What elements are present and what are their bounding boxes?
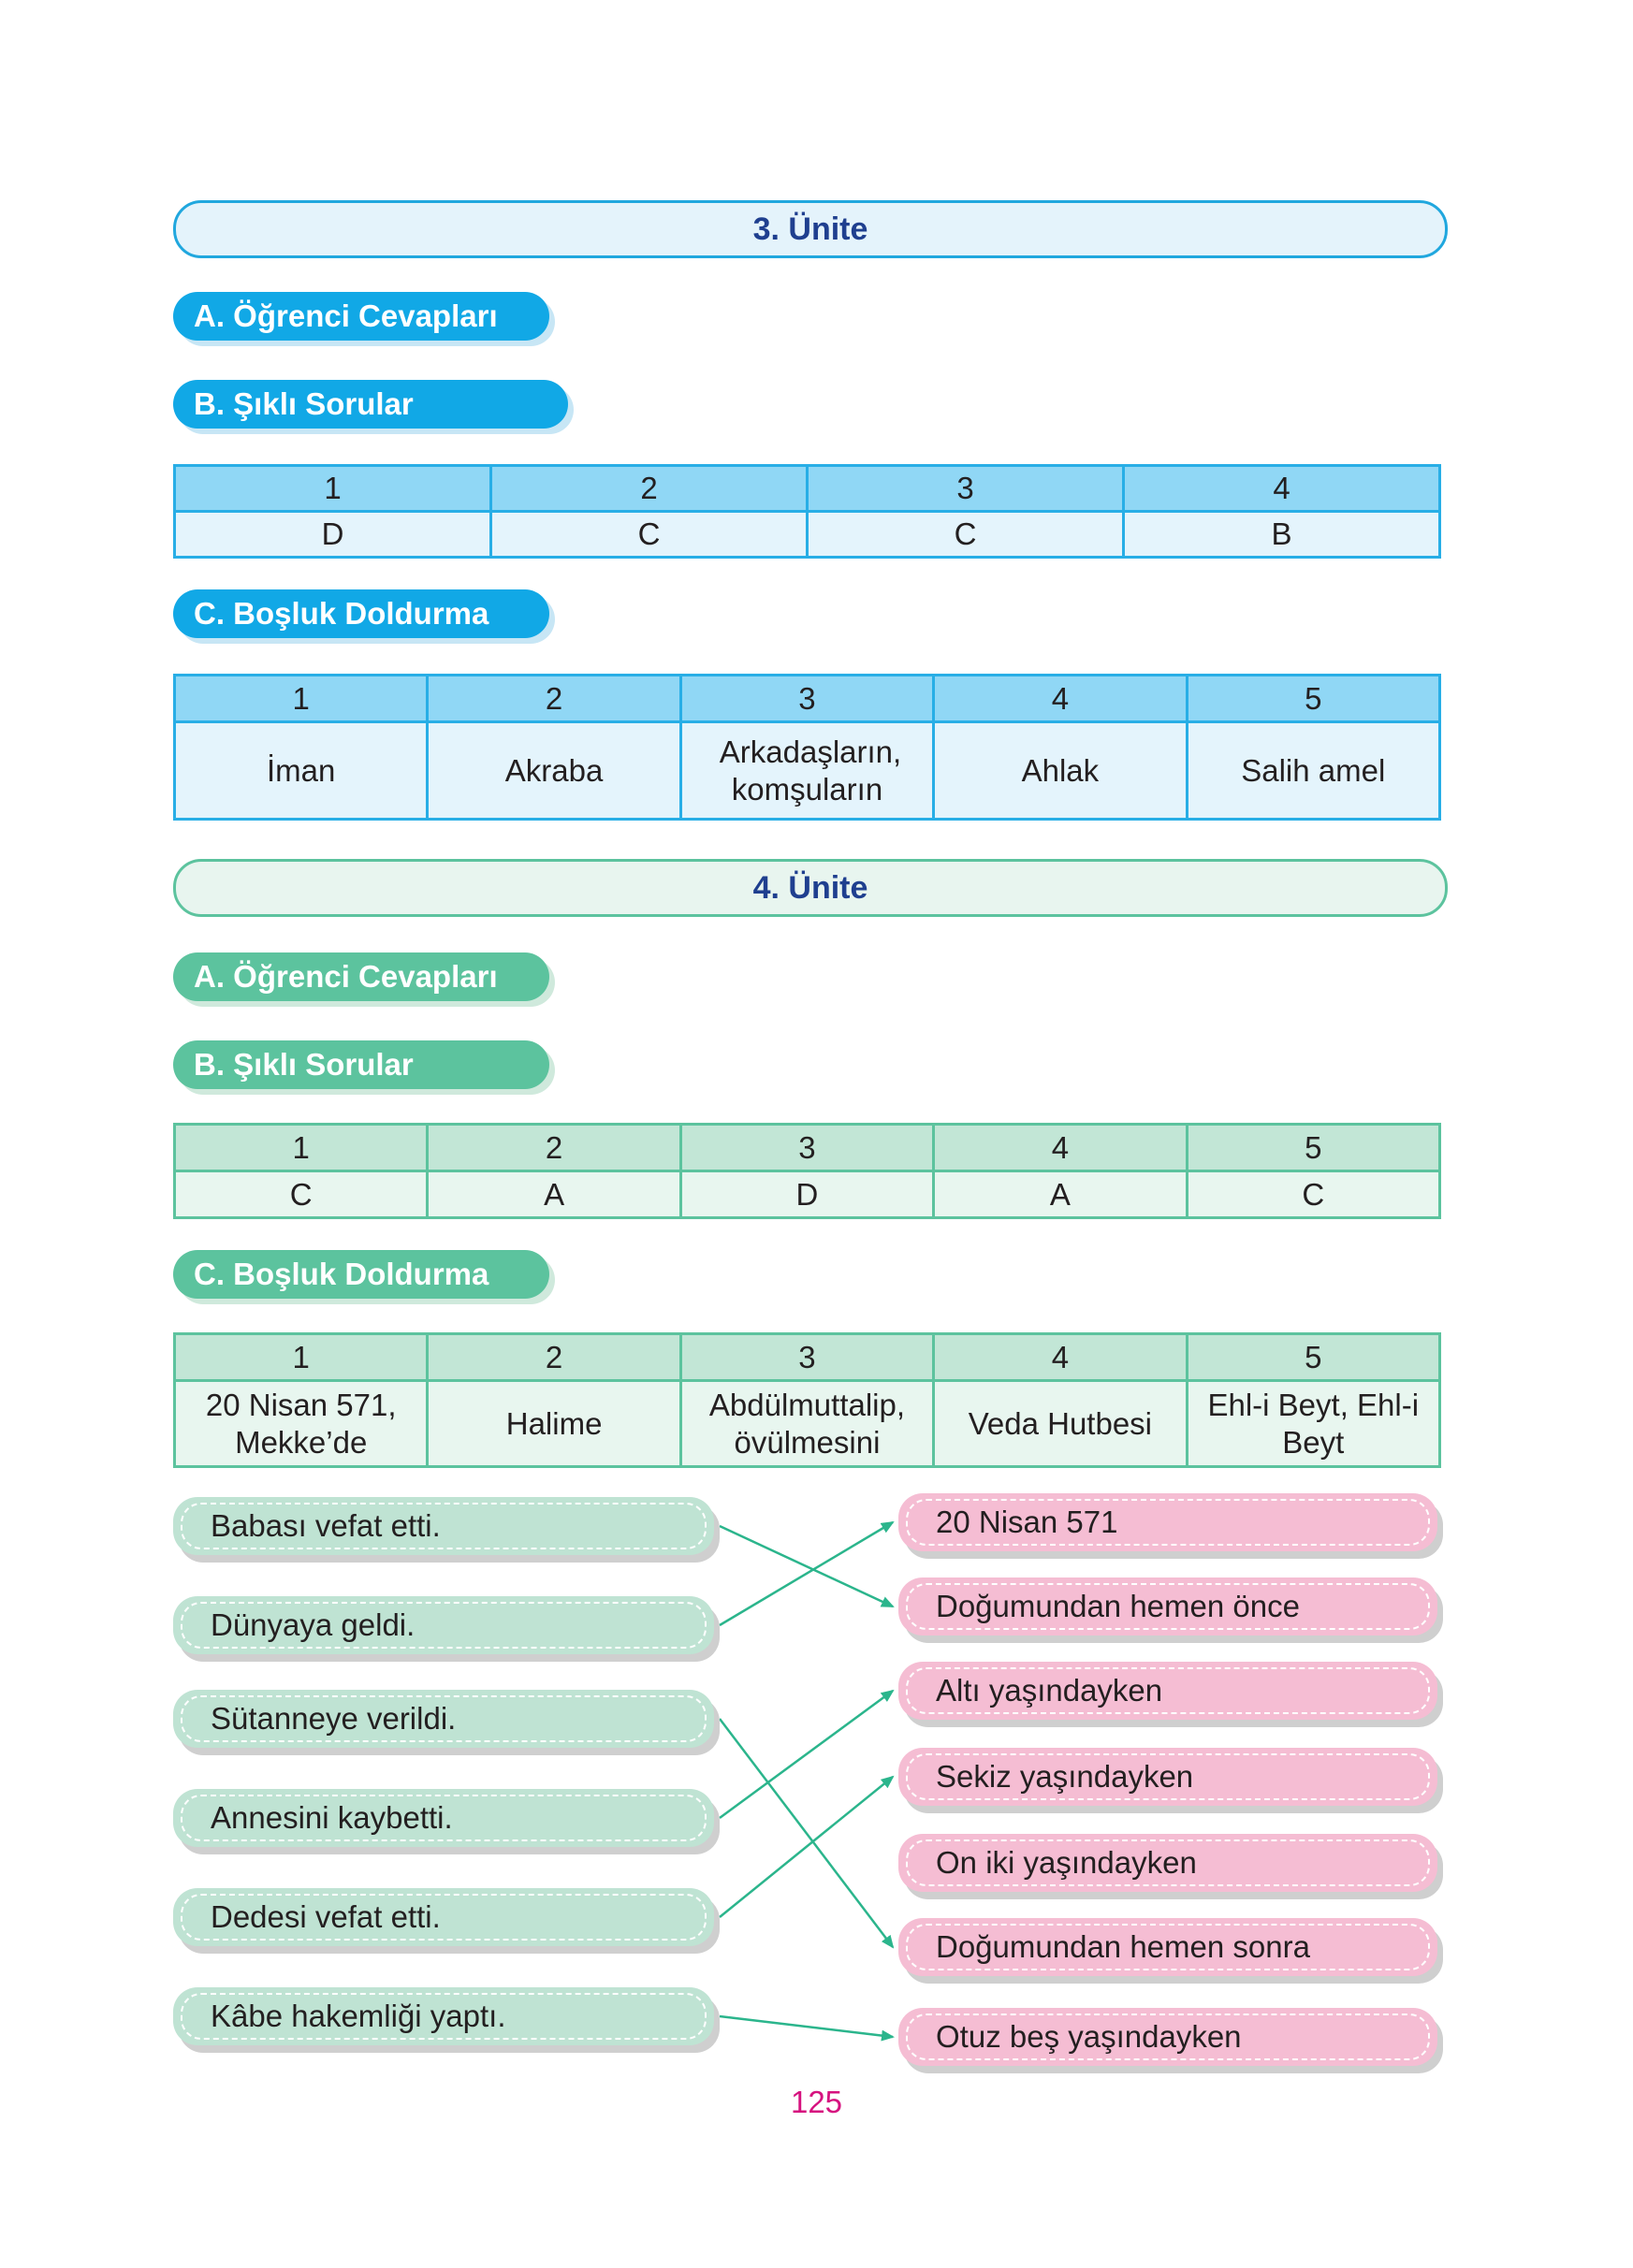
mc-header-cell: 5 xyxy=(1187,1125,1439,1171)
match-right-label: Sekiz yaşındayken xyxy=(936,1759,1194,1794)
match-left-item xyxy=(173,1690,714,1748)
match-left-label: Annesini kaybetti. xyxy=(211,1800,453,1835)
mc-header-cell: 2 xyxy=(491,466,808,512)
match-left-item xyxy=(173,1596,714,1654)
fill-header-cell: 4 xyxy=(934,1334,1187,1381)
fill-header-cell: 5 xyxy=(1187,676,1439,722)
mc-header-cell: 4 xyxy=(1124,466,1440,512)
mc-answer-cell: D xyxy=(680,1171,933,1218)
fill-answer-cell: Arkadaşların, komşuların xyxy=(680,722,933,820)
mc-answer-cell: C xyxy=(175,1171,428,1218)
fill-header-cell: 3 xyxy=(680,1334,933,1381)
match-right-item xyxy=(898,1577,1437,1636)
fill-answer-cell: Halime xyxy=(428,1381,680,1467)
match-right-label: Altı yaşındayken xyxy=(936,1673,1163,1708)
mc-header-cell: 3 xyxy=(680,1125,933,1171)
unit-3-section-a-label: A. Öğrenci Cevapları xyxy=(194,298,498,333)
match-left-item xyxy=(173,1888,714,1946)
fill-answer-cell: Ehl-i Beyt, Ehl-i Beyt xyxy=(1187,1381,1439,1467)
fill-answer-cell: 20 Nisan 571, Mekke’de xyxy=(175,1381,428,1467)
mc-header-cell: 2 xyxy=(428,1125,680,1171)
match-left-label: Kâbe hakemliği yaptı. xyxy=(211,1999,506,2033)
unit-4-title: 4. Ünite xyxy=(752,869,868,906)
fill-header-cell: 2 xyxy=(428,1334,680,1381)
fill-answer-cell: Salih amel xyxy=(1187,722,1439,820)
unit-4-section-b-label: B. Şıklı Sorular xyxy=(194,1047,414,1082)
match-right-label: On iki yaşındayken xyxy=(936,1845,1197,1880)
match-left-label: Babası vefat etti. xyxy=(211,1508,441,1543)
mc-answer-cell: B xyxy=(1124,512,1440,558)
mc-answer-cell: A xyxy=(934,1171,1187,1218)
unit-4-section-c-label: C. Boşluk Doldurma xyxy=(194,1257,489,1291)
unit-3-title: 3. Ünite xyxy=(752,211,868,247)
match-right-label: Doğumundan hemen önce xyxy=(936,1589,1300,1623)
match-right-item xyxy=(898,1662,1437,1720)
match-right-item xyxy=(898,1834,1437,1892)
fill-answer-cell: Abdülmuttalip, övülmesini xyxy=(680,1381,933,1467)
fill-answer-cell: Akraba xyxy=(428,722,680,820)
mc-answer-cell: C xyxy=(808,512,1124,558)
mc-header-cell: 4 xyxy=(934,1125,1187,1171)
mc-answer-cell: D xyxy=(175,512,491,558)
page-number: 125 xyxy=(790,2085,843,2119)
fill-answer-cell: Veda Hutbesi xyxy=(934,1381,1187,1467)
match-left-item xyxy=(173,1987,714,2045)
match-arrow xyxy=(720,2016,893,2037)
match-right-label: 20 Nisan 571 xyxy=(936,1505,1118,1539)
mc-answer-cell: C xyxy=(491,512,808,558)
match-right-item xyxy=(898,1493,1437,1551)
mc-answer-cell: A xyxy=(428,1171,680,1218)
match-left-label: Dedesi vefat etti. xyxy=(211,1899,441,1934)
match-left-item xyxy=(173,1497,714,1555)
fill-answer-cell: Ahlak xyxy=(934,722,1187,820)
unit-4-section-a-label: A. Öğrenci Cevapları xyxy=(194,959,498,994)
mc-header-cell: 1 xyxy=(175,1125,428,1171)
unit-3-section-c-label: C. Boşluk Doldurma xyxy=(194,596,489,631)
fill-header-cell: 2 xyxy=(428,676,680,722)
match-right-label: Otuz beş yaşındayken xyxy=(936,2019,1242,2054)
match-right-item xyxy=(898,2008,1437,2066)
match-left-item xyxy=(173,1789,714,1847)
fill-header-cell: 4 xyxy=(934,676,1187,722)
match-left-label: Sütanneye verildi. xyxy=(211,1701,457,1736)
match-right-item xyxy=(898,1748,1437,1806)
mc-answer-cell: C xyxy=(1187,1171,1439,1218)
match-left-label: Dünyaya geldi. xyxy=(211,1607,416,1642)
mc-header-cell: 3 xyxy=(808,466,1124,512)
fill-header-cell: 1 xyxy=(175,676,428,722)
fill-header-cell: 5 xyxy=(1187,1334,1439,1381)
fill-header-cell: 3 xyxy=(680,676,933,722)
fill-answer-cell: İman xyxy=(175,722,428,820)
mc-header-cell: 1 xyxy=(175,466,491,512)
fill-header-cell: 1 xyxy=(175,1334,428,1381)
match-right-item xyxy=(898,1918,1437,1976)
match-right-label: Doğumundan hemen sonra xyxy=(936,1929,1310,1964)
unit-3-section-b-label: B. Şıklı Sorular xyxy=(194,386,414,421)
